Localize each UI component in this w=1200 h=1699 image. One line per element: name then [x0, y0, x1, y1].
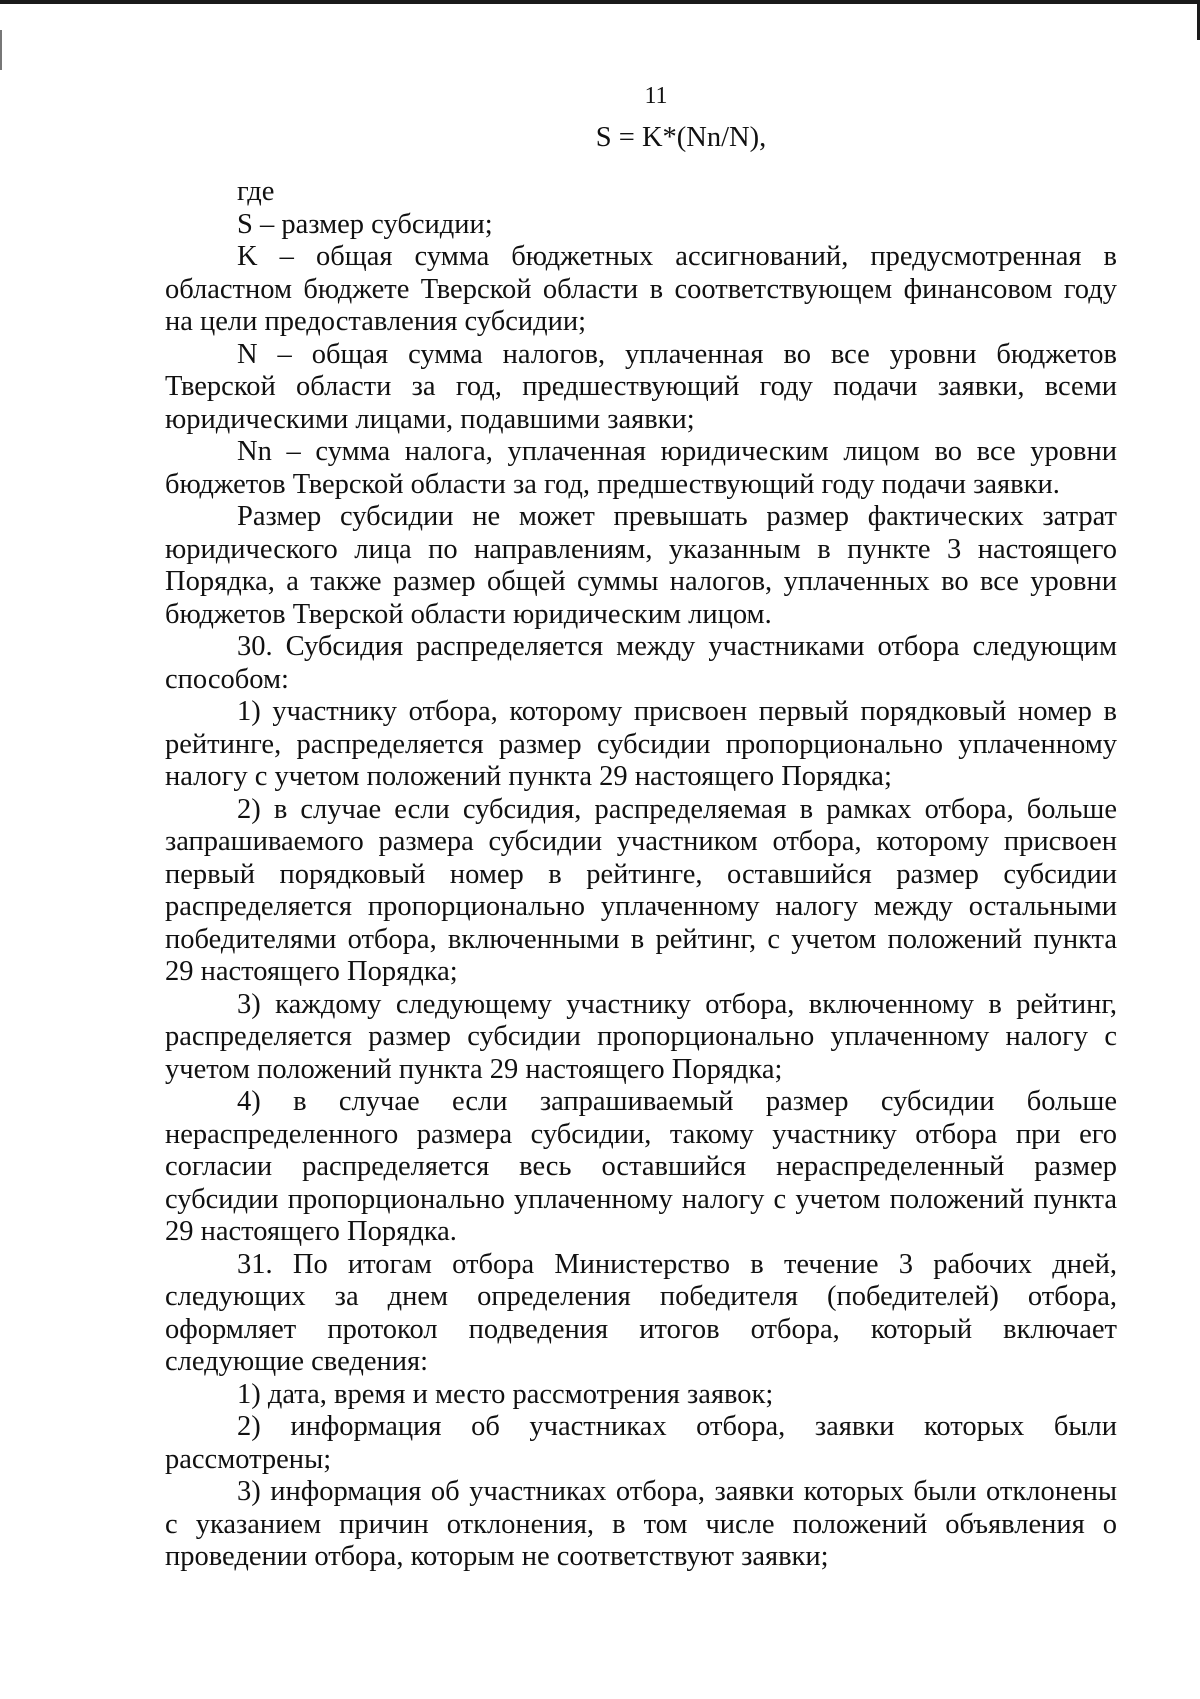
- paragraph-where: где: [237, 176, 275, 207]
- paragraph-item-30-4: 4) в случае если запрашиваемый размер субсидии больше нераспределенного размера субсидии, такому участнику отбора при его согласии распределяется весь оставшийся нераспределенный размер субсидии пропорционально уплаченному налогу с учетом положений пункта 29 настоящего Порядка.: [165, 1086, 1117, 1247]
- paragraph-def-nn: Nn – сумма налога, уплаченная юридическим лицом во все уровни бюджетов Тверской области за год, предшествующий году подачи заявки.: [165, 436, 1117, 500]
- scan-edge-left: [0, 30, 2, 70]
- paragraph-subsidy-limit: Размер субсидии не может превышать размер фактических затрат юридического лица по направлениям, указанным в пункте 3 настоящего Порядка, а также размер общей суммы налогов, уплаченных во все уровни бюджетов Тверской области юридическим лицом.: [165, 501, 1117, 630]
- paragraph-def-s: S – размер субсидии;: [237, 208, 493, 240]
- paragraph-item-30-3: 3) каждому следующему участнику отбора, включенному в рейтинг, распределяется размер субсидии пропорционально уплаченному налогу с учетом положений пункта 29 настоящего Порядка;: [165, 988, 1117, 1085]
- paragraph-def-n: N – общая сумма налогов, уплаченная во все уровни бюджетов Тверской области за год, предшествующий году подачи заявки, всеми юридическими лицами, подавшими заявки;: [165, 338, 1117, 435]
- paragraph-item-31-3: 3) информация об участниках отбора, заявки которых были отклонены с указанием причин отклонения, в том числе положений объявления о проведении отбора, которым не соответствуют заявки;: [165, 1476, 1117, 1572]
- page-number: 11: [644, 83, 668, 109]
- scan-edge-top: [0, 0, 1200, 4]
- paragraph-item-30: 30. Субсидия распределяется между участниками отбора следующим способом:: [165, 631, 1117, 695]
- paragraph-item-31: 31. По итогам отбора Министерство в течение 3 рабочих дней, следующих за днем определения победителя (победителей) отбора, оформляет протокол подведения итогов отбора, который включает следующие сведения:: [165, 1248, 1117, 1377]
- subsidy-formula: S = K*(Nn/N),: [595, 122, 767, 153]
- document-page: [165, 80, 1117, 1574]
- paragraph-def-k: K – общая сумма бюджетных ассигнований, предусмотренная в областном бюджете Тверской области в соответствующем финансовом году на цели предоставления субсидии;: [165, 241, 1117, 337]
- paragraph-item-31-1: 1) дата, время и место рассмотрения заявок;: [237, 1378, 774, 1410]
- paragraph-item-31-2: 2) информация об участниках отбора, заявки которых были рассмотрены;: [165, 1411, 1117, 1475]
- paragraph-item-30-1: 1) участнику отбора, которому присвоен первый порядковый номер в рейтинге, распределяется размер субсидии пропорционально уплаченному налогу с учетом положений пункта 29 настоящего Порядка;: [165, 696, 1117, 792]
- paragraph-item-30-2: 2) в случае если субсидия, распределяемая в рамках отбора, больше запрашиваемого размера субсидии участником отбора, которому присвоен первый порядковый номер в рейтинге, оставшийся размер субсидии распределяется пропорционально уплаченному налогу между остальными победителями отбора, включенными в рейтинг, с учетом положений пункта 29 настоящего Порядка;: [165, 793, 1117, 987]
